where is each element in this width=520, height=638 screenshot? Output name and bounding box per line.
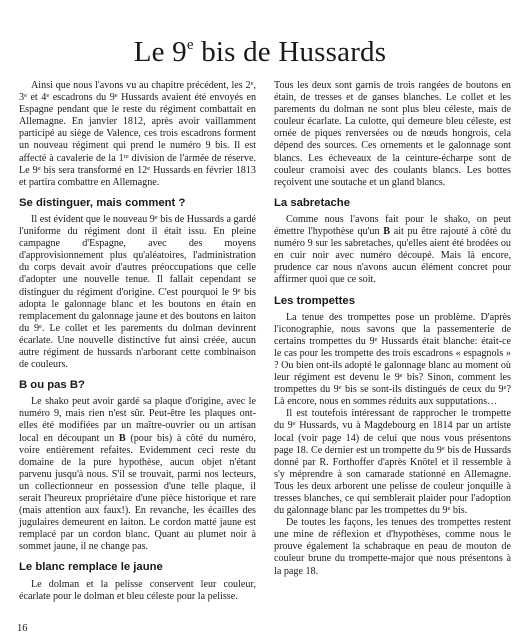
section-heading: La sabretache <box>274 196 350 209</box>
paragraph: La tenue des trompettes pose un problème. D'après l'iconographie, nous savons que la passementerie de certains trompettes du 9e Hussards était blanche: était-ce le cas pour les trompette des trois escadrons « espagnols » ? Ou bien ont-ils adopté le galonnage blanc au moment où leur régiment est devenu le 9e bis? Sinon, comment les trompettes du 9e bis se sont-ils distingués de ceux du 9e? Là encore, nous en sommes réduits aux supputations… <box>274 311 511 408</box>
paragraph: Le shako peut avoir gardé sa plaque d'origine, avec le numéro 9, mais rien n'est sûr. Peut-être les plaques ont-elles été modifiées par un maître-ouvrier ou un artisan local en découpant un B (pour bis) à côté du numéro, voire entièrement refaites. Evidemment ceci reste du domaine de la pure hypothèse, aucun objet n'étant parvenu jusqu'à nous. S'il se trouvait, parmi nos lecteurs, un collectionneur en possession d'une telle plaque, il serait l'heureux propriétaire d'une pièce historique et rare (mais attention aux faux!). En revanche, les écailles des jugulaires demeurent en laiton. Le cordon matté jaune est remplacé par un cordon blanc. Quant au plumet noir à sommet jaune, il ne change pas. <box>19 396 257 553</box>
page-title: Le 9e bis de Hussards <box>133 36 387 68</box>
paragraph: Le dolman et la pelisse conservent leur couleur, écarlate pour le dolman et bleu céleste pour la pelisse. <box>19 578 256 602</box>
paragraph: Ainsi que nous l'avons vu au chapitre précédent, les 2e, 3e et 4e escadrons du 9e Hussards avaient été envoyés en Espagne pendant que le reste du régiment combattait en Allemagne. En janvier 1812, après avoir vaillamment participé au siège de Valence, ces trois escadrons forment un nouveau régiment qui prend le numéro 9 bis. Il est affecté à cavalerie de la 1re division de l'armée de réserve. Le 9e bis sera transformé en 12e Hussards en février 1813 et partira combattre en Allemagne. <box>19 80 257 188</box>
section-heading: Les trompettes <box>274 294 355 307</box>
page-number: 16 <box>17 623 28 634</box>
left-column <box>19 80 256 603</box>
section-heading: Le blanc remplace le jaune <box>19 561 163 574</box>
section-heading: Se distinguer, mais comment ? <box>19 196 186 209</box>
paragraph: Il est toutefois intéressant de rapprocher le trompette du 9e Hussards, vu à Magdebourg en 1814 par un artiste local (voir page 14) de celui que nous vous présentons page 18. Ce dernier est un trompette du 9e bis de Hussards donné par R. Forthoffer d'après Knötel et il ressemble à s'y méprendre à son camarade stationné en Allemagne. Tous les deux arborent une pelisse de couleur jonquille à tresses blanches, ce qui semblerait plaider pour l'adoption du galonnage blanc par les trompettes du 9e bis. <box>274 408 512 517</box>
section-heading: B ou pas B? <box>19 379 85 392</box>
paragraph: Il est évident que le nouveau 9e bis de Hussards a gardé l'uniforme du régiment dont il était issu. En pleine campagne d'Espagne, avec des moyens d'approvisionnement plus qu'aléatoires, l'administration du corps devait avoir d'autres préoccupations que celle d'adopter une nouvelle tenue. Il fallait cependant se distinguer du régiment d'origine. C'est pourquoi le 9e bis adopta le galonnage blanc et les boutons en étain en remplacement du galonnage jaune et des boutons en laiton du 9e. Le collet et les parements du dolman devinrent écarlate. Une nouvelle distinctive fut ainsi créée, aucun autre régiment de hussards n'arborant cette combinaison de couleurs. <box>19 213 257 371</box>
paragraph: De toutes les façons, les tenues des trompettes restent une mine de réflexion et d'hypothèses, comme nous le prouve également la schabraque en peau de mouton de couleur brune du trompette-major que nous présentons à la page 18. <box>274 517 511 577</box>
paragraph: Comme nous l'avons fait pour le shako, on peut émettre l'hypothèse qu'un B ait pu être rajouté à côté du numéro 9 sur les sabretaches, qu'elles aient été brodées ou en cuir noir avec numéro découpé. Mais là encore, prudence car nous n'avons aucun élément concret pour affirmer quoi que ce soit. <box>274 213 511 286</box>
paragraph: Tous les deux sont garnis de trois rangées de boutons en étain, de tresses et de ganses blanches. Le collet et les parements du dolman ne sont plus bleu céleste, mais de couleur écarlate. La culotte, qui demeure bleu céleste, est ornée de piques renversées ou de nœuds hongrois, cela dépend des sources. Ces ornements et le galonnage sont blancs. Les écheveaux de la ceinture-écharpe sont de couleur cramoisi avec des coulants blancs. Les bottes reçoivent une soutache et un gland blancs. <box>274 80 511 188</box>
right-column <box>274 80 511 578</box>
